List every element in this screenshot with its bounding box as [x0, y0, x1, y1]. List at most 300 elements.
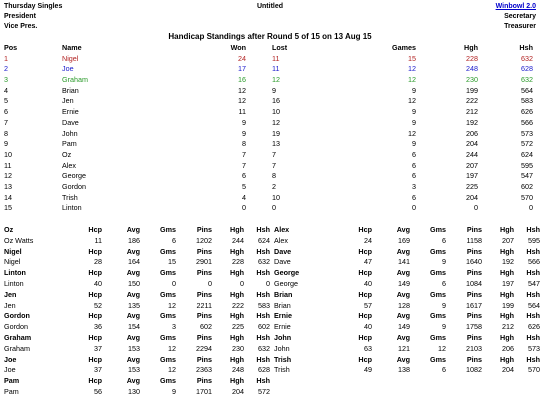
standings-row — [4, 118, 536, 129]
standings-header-row — [4, 43, 536, 54]
detail-label-hgh: Hgh — [230, 354, 244, 364]
player-stats-row — [4, 322, 270, 333]
player-stat-hsh: 566 — [528, 257, 540, 267]
player-header-row — [274, 225, 540, 236]
standings-cell-pos: 6 — [4, 107, 8, 117]
detail-label-hsh: Hsh — [526, 332, 540, 342]
standings-cell-pos: 7 — [4, 117, 8, 127]
player-stat-hgh: 199 — [502, 300, 514, 310]
standings-cell-won: 6 — [242, 171, 246, 181]
player-stat-hgh: 204 — [502, 365, 514, 375]
player-header-row — [274, 268, 540, 279]
player-name: George — [274, 268, 300, 278]
standings-cell-games: 9 — [412, 139, 416, 149]
detail-label-avg: Avg — [396, 268, 410, 278]
detail-label-gms: Gms — [430, 246, 446, 256]
detail-label-gms: Gms — [160, 268, 176, 278]
player-stat-hcp: 28 — [94, 257, 102, 267]
detail-label-avg: Avg — [126, 311, 140, 321]
player-full-name: Pam — [4, 386, 19, 396]
standings-cell-name: Dave — [62, 117, 79, 127]
player-stat-hcp: 47 — [364, 257, 372, 267]
standings-row — [4, 107, 536, 118]
standings-cell-pos: 14 — [4, 192, 12, 202]
player-stat-hsh: 547 — [528, 278, 540, 288]
player-stat-hsh: 564 — [528, 300, 540, 310]
standings-cell-lost: 0 — [272, 203, 276, 213]
player-stat-avg: 154 — [128, 322, 140, 332]
standings-cell-hgh: 0 — [474, 203, 478, 213]
player-header-row — [274, 246, 540, 258]
player-stat-pins: 1701 — [196, 386, 212, 396]
player-stat-pins: 1617 — [466, 300, 482, 310]
standings-cell-won: 5 — [242, 181, 246, 191]
detail-label-pins: Pins — [196, 376, 212, 386]
detail-label-pins: Pins — [466, 225, 482, 234]
standings-cell-hgh: 197 — [466, 171, 478, 181]
detail-label-gms: Gms — [160, 332, 176, 342]
detail-label-avg: Avg — [126, 268, 140, 278]
standings-cell-hsh: 572 — [521, 139, 533, 149]
player-stat-hgh: 204 — [232, 386, 244, 396]
player-stat-pins: 1158 — [466, 235, 482, 245]
player-name: Brian — [274, 289, 293, 299]
player-stats-row — [274, 365, 540, 376]
standings-cell-won: 0 — [242, 203, 246, 213]
standings-cell-won: 17 — [238, 64, 246, 74]
player-stat-hsh: 570 — [528, 365, 540, 375]
detail-label-hcp: Hcp — [358, 354, 372, 364]
standings-cell-games: 12 — [408, 75, 416, 85]
standings-cell-hgh: 230 — [466, 75, 478, 85]
standings-cell-hsh: 547 — [521, 171, 533, 181]
detail-label-hcp: Hcp — [358, 268, 372, 278]
standings-cell-hgh: 204 — [466, 139, 478, 149]
standings-cell-pos: 13 — [4, 181, 12, 191]
player-stat-avg: 153 — [128, 343, 140, 353]
standings-cell-games: 6 — [412, 160, 416, 170]
player-name: Ernie — [274, 311, 292, 321]
detail-label-gms: Gms — [160, 354, 176, 364]
player-full-name: Alex — [274, 235, 288, 245]
player-stat-avg: 128 — [398, 300, 410, 310]
player-header-row — [4, 376, 270, 387]
detail-label-pins: Pins — [466, 354, 482, 364]
standings-cell-hgh: 206 — [466, 128, 478, 138]
player-name: John — [274, 332, 292, 342]
standings-cell-name: Linton — [62, 203, 82, 213]
player-header-row — [274, 354, 540, 366]
standings-cell-hsh: 566 — [521, 117, 533, 127]
standings-cell-games: 6 — [412, 192, 416, 202]
standings-cell-pos: 5 — [4, 96, 8, 106]
standings-cell-name: Trish — [62, 192, 78, 202]
player-stat-gms: 12 — [168, 343, 176, 353]
detail-label-pins: Pins — [196, 289, 212, 299]
player-details-left — [4, 225, 270, 398]
vice-pres-label: Vice Pres. — [4, 23, 38, 30]
detail-label-gms: Gms — [430, 354, 446, 364]
player-name: Alex — [274, 225, 290, 234]
standings-cell-pos: 9 — [4, 139, 8, 149]
col-name-header: Name — [62, 43, 82, 52]
standings-cell-pos: 3 — [4, 75, 8, 85]
detail-label-pins: Pins — [196, 311, 212, 321]
player-stat-gms: 12 — [438, 343, 446, 353]
detail-label-hcp: Hcp — [88, 332, 102, 342]
player-name: Oz — [4, 225, 14, 234]
player-stat-hsh: 583 — [258, 300, 270, 310]
standings-cell-games: 6 — [412, 171, 416, 181]
detail-label-pins: Pins — [196, 268, 212, 278]
detail-label-avg: Avg — [396, 311, 410, 321]
secretary-label: Secretary — [504, 13, 536, 20]
player-header-row — [274, 332, 540, 344]
detail-label-hcp: Hcp — [358, 225, 372, 234]
player-stats-row — [4, 343, 270, 355]
detail-label-hcp: Hcp — [88, 289, 102, 299]
standings-cell-pos: 11 — [4, 160, 12, 170]
detail-label-avg: Avg — [396, 246, 410, 256]
player-full-name: Jen — [4, 300, 16, 310]
standings-cell-hsh: 583 — [521, 96, 533, 106]
standings-cell-won: 4 — [242, 192, 246, 202]
player-stat-pins: 2211 — [196, 300, 212, 310]
standings-row — [4, 182, 536, 193]
standings-cell-lost: 19 — [272, 128, 280, 138]
player-stat-hsh: 602 — [258, 322, 270, 332]
standings-cell-hgh: 192 — [466, 117, 478, 127]
player-stats-row — [274, 322, 540, 333]
standings-cell-name: Alex — [62, 160, 76, 170]
standings-cell-hgh: 222 — [466, 96, 478, 106]
detail-label-gms: Gms — [430, 332, 446, 342]
detail-label-hcp: Hcp — [358, 289, 372, 299]
player-stat-hsh: 628 — [258, 365, 270, 375]
standings-cell-won: 12 — [238, 96, 246, 106]
player-stat-avg: 141 — [398, 257, 410, 267]
detail-label-hgh: Hgh — [500, 311, 514, 321]
detail-label-hsh: Hsh — [256, 268, 270, 278]
standings-cell-pos: 2 — [4, 64, 8, 74]
detail-label-pins: Pins — [196, 332, 212, 342]
detail-label-pins: Pins — [466, 289, 482, 299]
player-stats-row — [4, 365, 270, 376]
player-header-row — [4, 268, 270, 279]
standings-cell-name: Pam — [62, 139, 77, 149]
player-stat-pins: 1082 — [466, 365, 482, 375]
player-stat-gms: 9 — [172, 386, 176, 396]
detail-label-hgh: Hgh — [230, 332, 244, 342]
player-stat-pins: 1640 — [466, 257, 482, 267]
standings-cell-won: 7 — [242, 160, 246, 170]
player-stat-hgh: 197 — [502, 278, 514, 288]
standings-row — [4, 96, 536, 107]
player-stat-pins: 0 — [208, 278, 212, 288]
standings-cell-hgh: 199 — [466, 85, 478, 95]
player-stat-hsh: 0 — [266, 278, 270, 288]
detail-label-pins: Pins — [466, 268, 482, 278]
col-hsh-header: Hsh — [519, 43, 533, 52]
player-stat-hcp: 40 — [94, 278, 102, 288]
player-name: Nigel — [4, 246, 22, 256]
player-header-row — [4, 289, 270, 301]
standings-cell-hgh: 228 — [466, 53, 478, 63]
player-stat-hsh: 573 — [528, 343, 540, 353]
detail-label-hcp: Hcp — [88, 246, 102, 256]
player-stat-pins: 602 — [200, 322, 212, 332]
player-name: Pam — [4, 376, 20, 386]
player-stat-hcp: 37 — [94, 365, 102, 375]
standings-cell-games: 12 — [408, 96, 416, 106]
player-stat-gms: 6 — [172, 235, 176, 245]
standings-cell-name: Nigel — [62, 53, 79, 63]
player-full-name: Brian — [274, 300, 291, 310]
player-stat-gms: 12 — [168, 300, 176, 310]
standings-cell-lost: 13 — [272, 139, 280, 149]
standings-cell-games: 9 — [412, 117, 416, 127]
standings-row — [4, 161, 536, 172]
player-stat-hsh: 632 — [258, 257, 270, 267]
detail-label-hgh: Hgh — [230, 376, 244, 386]
standings-cell-pos: 15 — [4, 203, 12, 213]
standings-cell-lost: 8 — [272, 171, 276, 181]
player-stat-hsh: 595 — [528, 235, 540, 245]
standings-cell-lost: 11 — [272, 64, 280, 74]
player-stats-row — [4, 278, 270, 290]
standings-row — [4, 171, 536, 182]
detail-label-hsh: Hsh — [526, 268, 540, 278]
player-stat-hcp: 52 — [94, 300, 102, 310]
standings-cell-hgh: 207 — [466, 160, 478, 170]
player-header-row — [4, 311, 270, 322]
detail-label-hcp: Hcp — [88, 354, 102, 364]
player-stat-hgh: 0 — [240, 278, 244, 288]
detail-label-hcp: Hcp — [88, 225, 102, 234]
player-stat-hgh: 244 — [232, 235, 244, 245]
standings-cell-lost: 12 — [272, 117, 280, 127]
player-stat-hcp: 11 — [94, 235, 102, 245]
detail-label-hgh: Hgh — [500, 246, 514, 256]
detail-label-hsh: Hsh — [526, 246, 540, 256]
standings-table — [4, 43, 536, 214]
player-stats-row — [274, 300, 540, 312]
standings-row — [4, 86, 536, 97]
standings-cell-hsh: 570 — [521, 192, 533, 202]
player-stat-avg: 169 — [398, 235, 410, 245]
detail-label-pins: Pins — [196, 354, 212, 364]
player-full-name: John — [274, 343, 290, 353]
standings-row — [4, 129, 536, 140]
standings-cell-name: Oz — [62, 149, 72, 159]
player-header-row — [4, 246, 270, 258]
player-name: Dave — [274, 246, 292, 256]
player-stat-hgh: 222 — [232, 300, 244, 310]
player-stat-gms: 6 — [442, 278, 446, 288]
standings-cell-games: 6 — [412, 149, 416, 159]
standings-cell-hgh: 204 — [466, 192, 478, 202]
detail-label-pins: Pins — [466, 246, 482, 256]
detail-label-avg: Avg — [396, 332, 410, 342]
standings-cell-pos: 1 — [4, 53, 8, 63]
detail-label-hsh: Hsh — [526, 311, 540, 321]
standings-cell-lost: 10 — [272, 192, 280, 202]
player-full-name: Linton — [4, 278, 24, 288]
president-label: President — [4, 13, 36, 20]
standings-row — [4, 203, 536, 214]
player-stats-row — [4, 257, 270, 268]
player-stats-row — [4, 300, 270, 312]
player-stat-avg: 150 — [128, 278, 140, 288]
player-stat-hsh: 624 — [258, 235, 270, 245]
player-stat-hgh: 206 — [502, 343, 514, 353]
player-stat-avg: 149 — [398, 322, 410, 332]
player-stats-row — [274, 343, 540, 355]
standings-cell-lost: 11 — [272, 53, 280, 63]
detail-label-hgh: Hgh — [500, 225, 514, 234]
detail-label-hsh: Hsh — [256, 246, 270, 256]
player-header-row — [4, 354, 270, 366]
player-stat-gms: 3 — [172, 322, 176, 332]
player-stat-hcp: 40 — [364, 278, 372, 288]
detail-label-gms: Gms — [430, 289, 446, 299]
standings-row — [4, 54, 536, 65]
detail-label-hgh: Hgh — [230, 246, 244, 256]
standings-cell-name: George — [62, 171, 86, 181]
standings-cell-hsh: 632 — [521, 75, 533, 85]
detail-label-hgh: Hgh — [230, 268, 244, 278]
player-full-name: Gordon — [4, 322, 28, 332]
standings-cell-games: 12 — [408, 64, 416, 74]
player-stat-gms: 9 — [442, 257, 446, 267]
player-stat-hsh: 626 — [528, 322, 540, 332]
player-stat-gms: 0 — [172, 278, 176, 288]
standings-cell-lost: 2 — [272, 181, 276, 191]
detail-label-avg: Avg — [126, 354, 140, 364]
standings-cell-hsh: 632 — [521, 53, 533, 63]
standings-cell-name: Gordon — [62, 181, 86, 191]
detail-label-gms: Gms — [430, 268, 446, 278]
player-stat-hgh: 228 — [232, 257, 244, 267]
standings-cell-lost: 7 — [272, 149, 276, 159]
standings-cell-pos: 12 — [4, 171, 12, 181]
player-stat-hgh: 248 — [232, 365, 244, 375]
player-stat-gms: 9 — [442, 322, 446, 332]
standings-cell-pos: 10 — [4, 149, 12, 159]
standings-cell-lost: 7 — [272, 160, 276, 170]
detail-label-avg: Avg — [126, 225, 140, 234]
player-stat-pins: 2294 — [196, 343, 212, 353]
detail-label-gms: Gms — [430, 225, 446, 234]
player-name: Jen — [4, 289, 17, 299]
player-stat-pins: 1202 — [196, 235, 212, 245]
player-stat-hcp: 36 — [94, 322, 102, 332]
standings-cell-lost: 9 — [272, 85, 276, 95]
standings-cell-won: 7 — [242, 149, 246, 159]
col-lost-header: Lost — [272, 43, 288, 52]
detail-label-hsh: Hsh — [256, 332, 270, 342]
col-won-header: Won — [230, 43, 246, 52]
player-details-right — [274, 225, 540, 376]
standings-cell-hsh: 602 — [521, 181, 533, 191]
detail-label-avg: Avg — [126, 289, 140, 299]
player-full-name: Graham — [4, 343, 30, 353]
player-full-name: Dave — [274, 257, 291, 267]
player-stat-gms: 6 — [442, 235, 446, 245]
player-full-name: Nigel — [4, 257, 21, 267]
player-full-name: Joe — [4, 365, 16, 375]
player-full-name: Trish — [274, 365, 290, 375]
detail-label-hcp: Hcp — [88, 311, 102, 321]
player-stat-avg: 121 — [398, 343, 410, 353]
standings-cell-pos: 4 — [4, 85, 8, 95]
standings-cell-hsh: 626 — [521, 107, 533, 117]
detail-label-gms: Gms — [430, 311, 446, 321]
player-stats-row — [274, 257, 540, 268]
detail-label-gms: Gms — [160, 246, 176, 256]
player-stats-row — [274, 235, 540, 247]
standings-cell-hgh: 212 — [466, 107, 478, 117]
detail-label-hsh: Hsh — [256, 225, 270, 234]
standings-cell-won: 16 — [238, 75, 246, 85]
detail-label-hsh: Hsh — [256, 289, 270, 299]
app-link[interactable]: Winbowl 2.0 — [495, 3, 536, 10]
detail-label-avg: Avg — [396, 225, 410, 234]
player-stat-hgh: 230 — [232, 343, 244, 353]
detail-label-pins: Pins — [196, 225, 212, 234]
player-stat-avg: 149 — [398, 278, 410, 288]
player-stat-gms: 12 — [168, 365, 176, 375]
player-stat-hcp: 57 — [364, 300, 372, 310]
standings-cell-name: Graham — [62, 75, 88, 85]
detail-label-hsh: Hsh — [256, 376, 270, 386]
detail-label-avg: Avg — [126, 246, 140, 256]
player-stat-pins: 1084 — [466, 278, 482, 288]
player-stat-hcp: 40 — [364, 322, 372, 332]
detail-label-pins: Pins — [196, 246, 212, 256]
standings-cell-games: 15 — [408, 53, 416, 63]
standings-cell-hsh: 624 — [521, 149, 533, 159]
player-name: Gordon — [4, 311, 30, 321]
player-stat-hcp: 49 — [364, 365, 372, 375]
detail-label-hcp: Hcp — [88, 268, 102, 278]
player-name: Graham — [4, 332, 32, 342]
standings-row — [4, 139, 536, 150]
player-stat-hcp: 63 — [364, 343, 372, 353]
player-header-row — [274, 289, 540, 301]
standings-cell-games: 3 — [412, 181, 416, 191]
detail-label-hgh: Hgh — [500, 354, 514, 364]
player-stat-hsh: 632 — [258, 343, 270, 353]
player-full-name: Oz Watts — [4, 235, 34, 245]
detail-label-hgh: Hgh — [500, 289, 514, 299]
standings-cell-games: 12 — [408, 128, 416, 138]
player-stats-row — [274, 278, 540, 290]
standings-cell-name: Joe — [62, 64, 74, 74]
standings-cell-name: Ernie — [62, 107, 79, 117]
player-stat-gms: 9 — [442, 300, 446, 310]
standings-title: Handicap Standings after Round 5 of 15 on 13 Aug 15 — [168, 32, 372, 41]
col-hgh-header: Hgh — [464, 43, 478, 52]
standings-row — [4, 193, 536, 204]
player-stat-hgh: 192 — [502, 257, 514, 267]
player-full-name: George — [274, 278, 298, 288]
standings-cell-games: 9 — [412, 85, 416, 95]
detail-label-pins: Pins — [466, 332, 482, 342]
detail-label-hsh: Hsh — [526, 354, 540, 364]
standings-cell-games: 0 — [412, 203, 416, 213]
detail-label-hsh: Hsh — [526, 289, 540, 299]
